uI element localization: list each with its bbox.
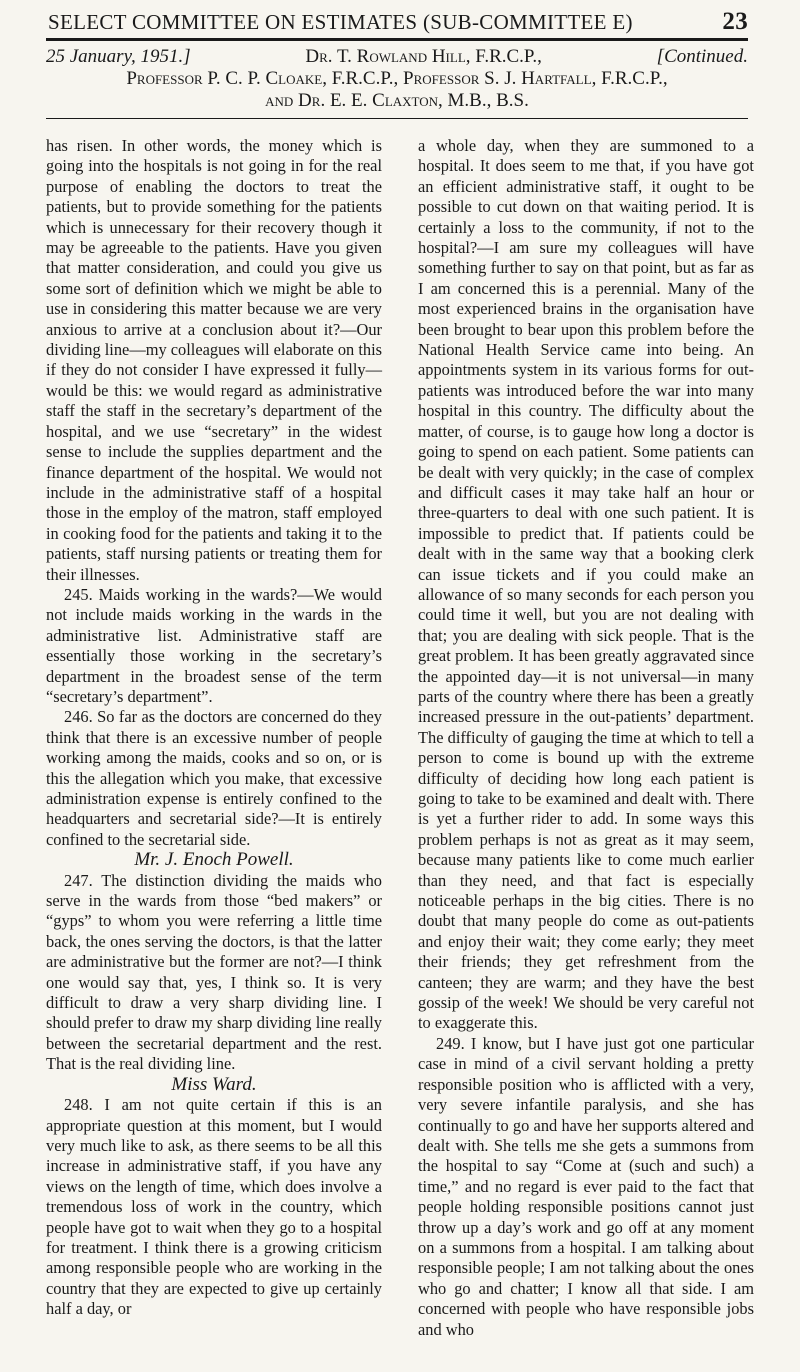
speaker-heading: Mr. J. Enoch Powell. bbox=[134, 849, 294, 871]
heading-rule bbox=[46, 118, 748, 119]
left-column bbox=[46, 136, 382, 1320]
witness-line-1: Dr. T. Rowland Hill, F.R.C.P., bbox=[305, 46, 542, 67]
running-title: SELECT COMMITTEE ON ESTIMATES (SUB-COMMITTEE E) bbox=[48, 10, 633, 34]
session-date: 25 January, 1951.] bbox=[46, 46, 191, 67]
witness-line-3: and Dr. E. E. Claxton, M.B., B.S. bbox=[265, 90, 529, 111]
continued-marker: [Continued. bbox=[656, 46, 748, 67]
paragraph: a whole day, when they are summoned to a hospital. It does seem to me that, if you have got an efficient administrative staff, it ought to be possible to cut down on that waiting period. It is certainly a loss to the community, if not to the hospital?—I am sure my colleagues will have something further to say on that point, but as far as I am concerned this is a perennial. Many of the most experienced brains in the organisation have been brought to bear upon this problem before the National Health Service came into being. An appointments system in its various forms for out-patients was introduced before the war into many hospital in this country. The difficulty about the matter, of course, is to gauge how long a doctor is going to spend on each patient. Some patients can be dealt with very quickly; in the case of complex and difficult cases it may take half an hour or three-quarters to deal with one such patient. It is impossible to predict that. If patients could be dealt with in the same way that a booking clerk can issue tickets and if you could make an allowance of so many seconds for each person you could time it well, but you are not dealing with that; you are dealing with sick people. That is the great problem. It has been greatly aggravated since the appointed day—it is not universal—in many parts of the country where there has been a greatly increased pressure in the out-patients’ department. The difficulty of gauging the time at which to tell a person to come is bound up with the extreme difficulty of deciding how long each patient is going to take to be examined and dealt with. There is yet a further rider to add. In some ways this problem perhaps is not as great as it may seem, because many patients like to come much earlier than they need, and that fact is especially noticeable perhaps in the big cities. There is no doubt that many people do come as out-patients and enjoy their wait; they come early; they meet their friends; they get refreshment from the canteen; they are warm; and they have the best gossip of the week! We should be very careful not to exaggerate this. bbox=[418, 136, 754, 1033]
right-column bbox=[418, 136, 754, 1340]
speaker-heading: Miss Ward. bbox=[171, 1073, 257, 1095]
paragraph: 249. I know, but I have just got one particular case in mind of a civil servant holding a pretty responsible position who is afflicted with a very, very severe infantile paralysis, and she has continually to go and have her supports altered and dealt with. She tells me she gets a summons from the hospital to say “Come at (such and such) a time,” and no regard is ever paid to the fact that people holding responsible positions cannot just throw up a day’s work and go off at any moment on a summons from a hospital. I am talking about responsible people; I am not talking about the ones who go and chatter; I know all that side. I am concerned with people who have responsible jobs and who bbox=[418, 1033, 754, 1339]
paragraph: has risen. In other words, the money which is going into the hospitals is not going in for the real purpose of enabling the doctors to treat the patients, but to provide something for the patients which is unnecessary for their recovery though it may be agreeable to the patients. Have you given that matter consideration, and could you give us some sort of definition which we might be able to use in considering this matter because we are very anxious to arrive at a conclusion about it?—Our dividing line—my colleagues will elaborate on this if they do not consider I have expressed it fully—would be this: we would regard as administrative staff the staff in the secretary’s department of the hospital, and we use “secretary” in the widest sense to include the supplies department and the finance department of the hospital. We would not include in the administrative staff of a hospital those in the employ of the matron, staff employed in cooking food for the patients and taking it to the patients, staff nursing patients or treating them for their illnesses. bbox=[46, 136, 382, 584]
page-number: 23 bbox=[722, 8, 748, 35]
top-rule bbox=[46, 38, 748, 41]
paragraph: 247. The distinction dividing the maids who serve in the wards from those “bed makers” or “gyps” to whom you were referring a little time back, the ones serving the doctors, is that the latter are administrative but the former are not?—I think one would say that, yes, I think so. It is very difficult to draw a very sharp dividing line. I should prefer to draw my sharp dividing line really between the secretarial department and the rest. That is the real dividing line. bbox=[46, 870, 382, 1074]
running-head bbox=[48, 8, 748, 36]
paragraph: 245. Maids working in the wards?—We would not include maids working in the wards in the administrative list. Administrative staff are essentially those working in the secretary’s department in the broadest sense of the term “secretary’s department”. bbox=[46, 584, 382, 706]
paragraph: 248. I am not quite certain if this is an appropriate question at this moment, but I would very much like to ask, as there seems to be all this increase in administrative staff, if you have any views on the length of time, which does involve a tremendous loss of work in the country, which people have got to wait when they go to a hospital for treatment. I think there is a growing criticism among responsible people who are working in the country that they are expected to give up certainly half a day, or bbox=[46, 1095, 382, 1319]
witness-line-2: Professor P. C. P. Cloake, F.R.C.P., Professor S. J. Hartfall, F.R.C.P., bbox=[126, 68, 668, 89]
witness-heading bbox=[46, 46, 748, 112]
paragraph: 246. So far as the doctors are concerned do they think that there is an excessive number of people working among the maids, cooks and so on, or is this the allegation which you make, that excessive administration expense is entirely confined to the headquarters and secretarial side?—It is entirely confined to the secretarial side. bbox=[46, 707, 382, 849]
